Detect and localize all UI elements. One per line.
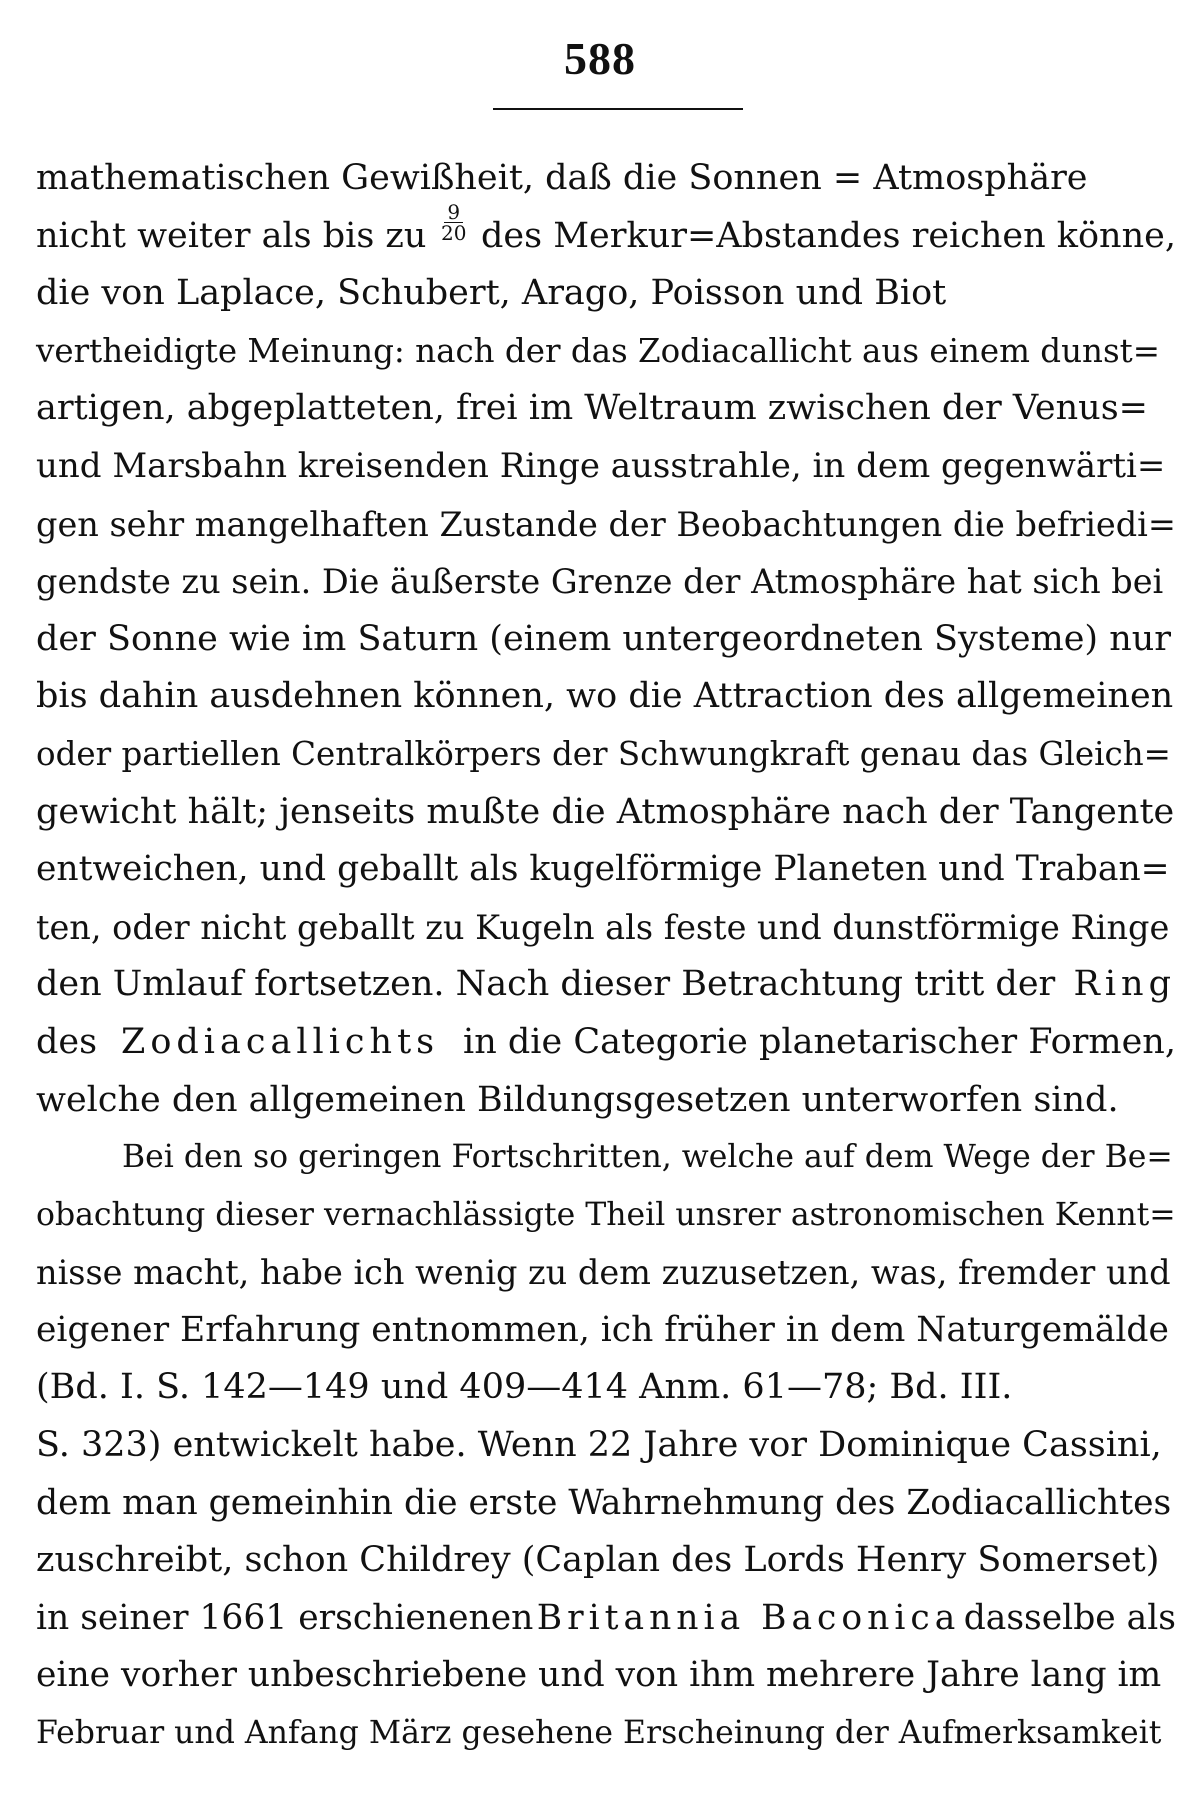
- text-line: des Zodiacallichts in die Categorie planetarischer Formen,: [36, 1014, 1176, 1072]
- text-line: in seiner 1661 erschienenen Britannia Baconica dasselbe als: [36, 1590, 1176, 1648]
- text-line: gendste zu sein. Die äußerste Grenze der Atmosphäre hat sich bei: [36, 562, 1164, 602]
- line-text: des Merkur=Abstandes reichen könne,: [481, 215, 1176, 256]
- text-line: und Marsbahn kreisenden Ringe ausstrahle, in dem gegenwärti=: [36, 445, 1166, 486]
- text-line: (Bd. I. S. 142—149 und 409—414 Anm. 61—78; Bd. III.: [36, 1367, 1013, 1408]
- text-line: welche den allgemeinen Bildungsgesetzen unterworfen sind.: [36, 1079, 1119, 1120]
- text-line: der Sonne wie im Saturn (einem untergeordneten Systeme) nur: [36, 618, 1172, 659]
- text-line: eine vorher unbeschriebene und von ihm mehrere Jahre lang im: [36, 1655, 1162, 1696]
- fraction: [438, 199, 469, 260]
- fraction-numerator: 9: [444, 202, 463, 223]
- text-line: oder partiellen Centralkörpers der Schwungkraft genau das Gleich=: [36, 734, 1171, 773]
- text-line: gewicht hält; jenseits mußte die Atmosphäre nach der Tangente: [36, 791, 1175, 832]
- emphasized-title: Britannia Baconica: [536, 1597, 961, 1638]
- paragraph-start-line: Bei den so geringen Fortschritten, welche auf dem Wege der Be=: [122, 1139, 1173, 1176]
- text-line: S. 323) entwickelt habe. Wenn 22 Jahre vor Dominique Cassini,: [36, 1425, 1162, 1466]
- text-line: artigen, abgeplatteten, frei im Weltraum zwischen der Venus=: [36, 388, 1149, 429]
- text-line: bis dahin ausdehnen können, wo die Attraction des allgemeinen: [36, 676, 1174, 717]
- text-line: ten, oder nicht geballt zu Kugeln als feste und dunstförmige Ringe: [36, 907, 1170, 947]
- emphasized-term: Ring: [1073, 964, 1176, 1005]
- text-line: zuschreibt, schon Childrey (Caplan des Lords Henry Somerset): [36, 1540, 1160, 1581]
- text-line: mathematischen Gewißheit, daß die Sonnen = Atmosphäre: [36, 158, 1088, 198]
- text-line: gen sehr mangelhaften Zustande der Beobachtungen die befriedi=: [36, 504, 1176, 544]
- text-line: entweichen, und geballt als kugelförmige Planeten und Traban=: [36, 849, 1170, 890]
- text-line: Februar und Anfang März gesehene Erscheinung der Aufmerksamkeit: [36, 1715, 1162, 1752]
- body-text: [36, 150, 1176, 1763]
- text-line: [36, 199, 1176, 266]
- fraction-denominator: 20: [440, 220, 467, 245]
- text-line: die von Laplace, Schubert, Arago, Poisson und Biot: [36, 273, 947, 314]
- text-line: obachtung dieser vernachlässigte Theil unsrer astronomischen Kennt=: [36, 1196, 1176, 1233]
- text-line: eigener Erfahrung entnommen, ich früher in dem Naturgemälde: [36, 1309, 1169, 1350]
- header-rule: [493, 108, 743, 110]
- text-line: den Umlauf fortsetzen. Nach dieser Betrachtung tritt der Ring: [36, 956, 1176, 1014]
- page-number: 588: [564, 33, 636, 84]
- emphasized-term: Zodiacallichts: [121, 1021, 440, 1062]
- text-line: dem man gemeinhin die erste Wahrnehmung des Zodiacallichtes: [36, 1482, 1172, 1523]
- line-text: nicht weiter als bis zu: [36, 215, 427, 256]
- text-line: nisse macht, habe ich wenig zu dem zuzusetzen, was, fremder und: [36, 1253, 1171, 1293]
- text-line: vertheidigte Meinung: nach der das Zodiacallicht aus einem dunst=: [36, 331, 1160, 370]
